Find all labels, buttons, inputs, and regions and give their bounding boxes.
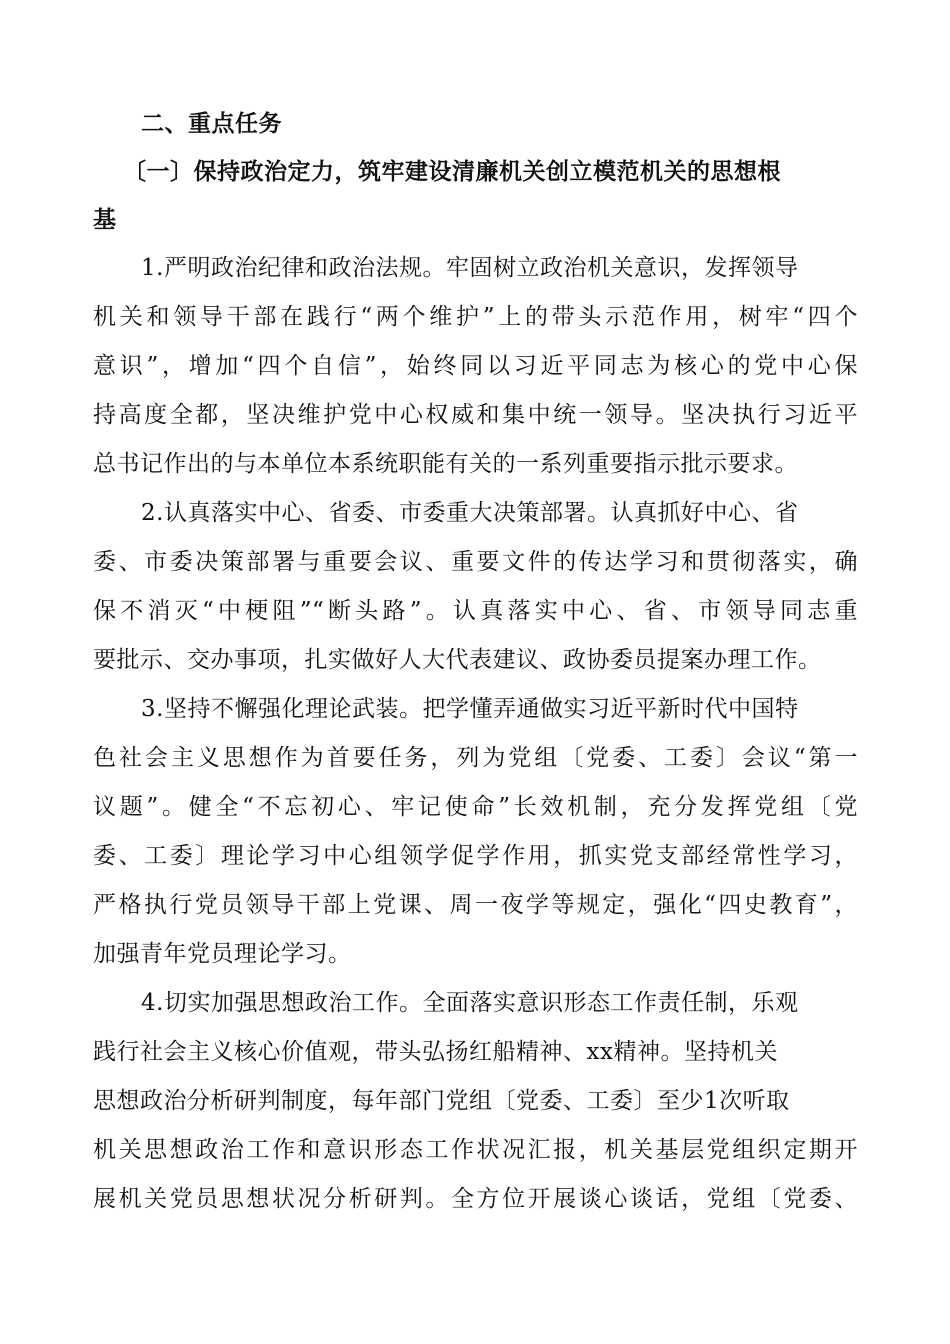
paragraph-line: 严格执行党员领导干部上党课、周一夜学等规定，强化“四史教育”， (93, 892, 858, 918)
paragraph-2 (93, 489, 858, 685)
paragraph-line: 保不消灭“中梗阻”“断头路”。认真落实中心、省、市领导同志重 (93, 598, 858, 624)
paragraph-line: 3.坚持不懈强化理论武装。把学懂弄通做实习近平新时代中国特 (141, 696, 799, 722)
subsection-title-line-2: 基 (93, 207, 117, 233)
paragraph-4 (93, 979, 858, 1224)
paragraph-line: 践行社会主义核心价值观，带头弘扬红船精神、xx精神。坚持机关 (93, 1039, 778, 1065)
paragraph-1 (93, 244, 858, 489)
paragraph-line: 1.严明政治纪律和政治法规。牢固树立政治机关意识，发挥领导 (141, 255, 799, 281)
paragraph-line: 思想政治分析研判制度，每年部门党组〔党委、工委〕至少1次听取 (93, 1088, 790, 1114)
paragraph-line: 加强青年党员理论学习。 (93, 941, 352, 967)
paragraph-line: 委、市委决策部署与重要会议、重要文件的传达学习和贯彻落实，确 (93, 549, 858, 575)
paragraph-line: 议题”。健全“不忘初心、牢记使命”长效机制，充分发挥党组〔党 (93, 794, 858, 820)
paragraph-3 (93, 685, 858, 979)
paragraph-line: 总书记作出的与本单位本系统职能有关的一系列重要指示批示要求。 (93, 451, 798, 477)
paragraph-line: 委、工委〕理论学习中心组领学促学作用，抓实党支部经常性学习， (93, 843, 858, 869)
document-body (93, 100, 858, 1224)
paragraph-line: 色社会主义思想作为首要任务，列为党组〔党委、工委〕会议“第一 (93, 745, 858, 771)
section-title: 二、重点任务 (141, 111, 282, 137)
paragraph-line: 2.认真落实中心、省委、市委重大决策部署。认真抓好中心、省 (141, 500, 799, 526)
paragraph-line: 展机关党员思想状况分析研判。全方位开展谈心谈话，党组〔党委、 (93, 1186, 858, 1212)
paragraph-line: 机关和领导干部在践行“两个维护”上的带头示范作用，树牢“四个 (93, 304, 858, 330)
paragraph-line: 要批示、交办事项，扎实做好人大代表建议、政协委员提案办理工作。 (93, 647, 822, 673)
paragraph-line: 持高度全都，坚决维护党中心权威和集中统一领导。坚决执行习近平 (93, 402, 858, 428)
paragraph-line: 4.切实加强思想政治工作。全面落实意识形态工作责任制，乐观 (141, 990, 799, 1016)
subsection-title-line-1: 〔一〕保持政治定力，筑牢建设清廉机关创立模范机关的思想根 (123, 159, 781, 185)
paragraph-line: 机关思想政治工作和意识形态工作状况汇报，机关基层党组织定期开 (93, 1137, 858, 1163)
paragraph-line: 意识”，增加“四个自信”，始终同以习近平同志为核心的党中心保 (93, 353, 858, 379)
